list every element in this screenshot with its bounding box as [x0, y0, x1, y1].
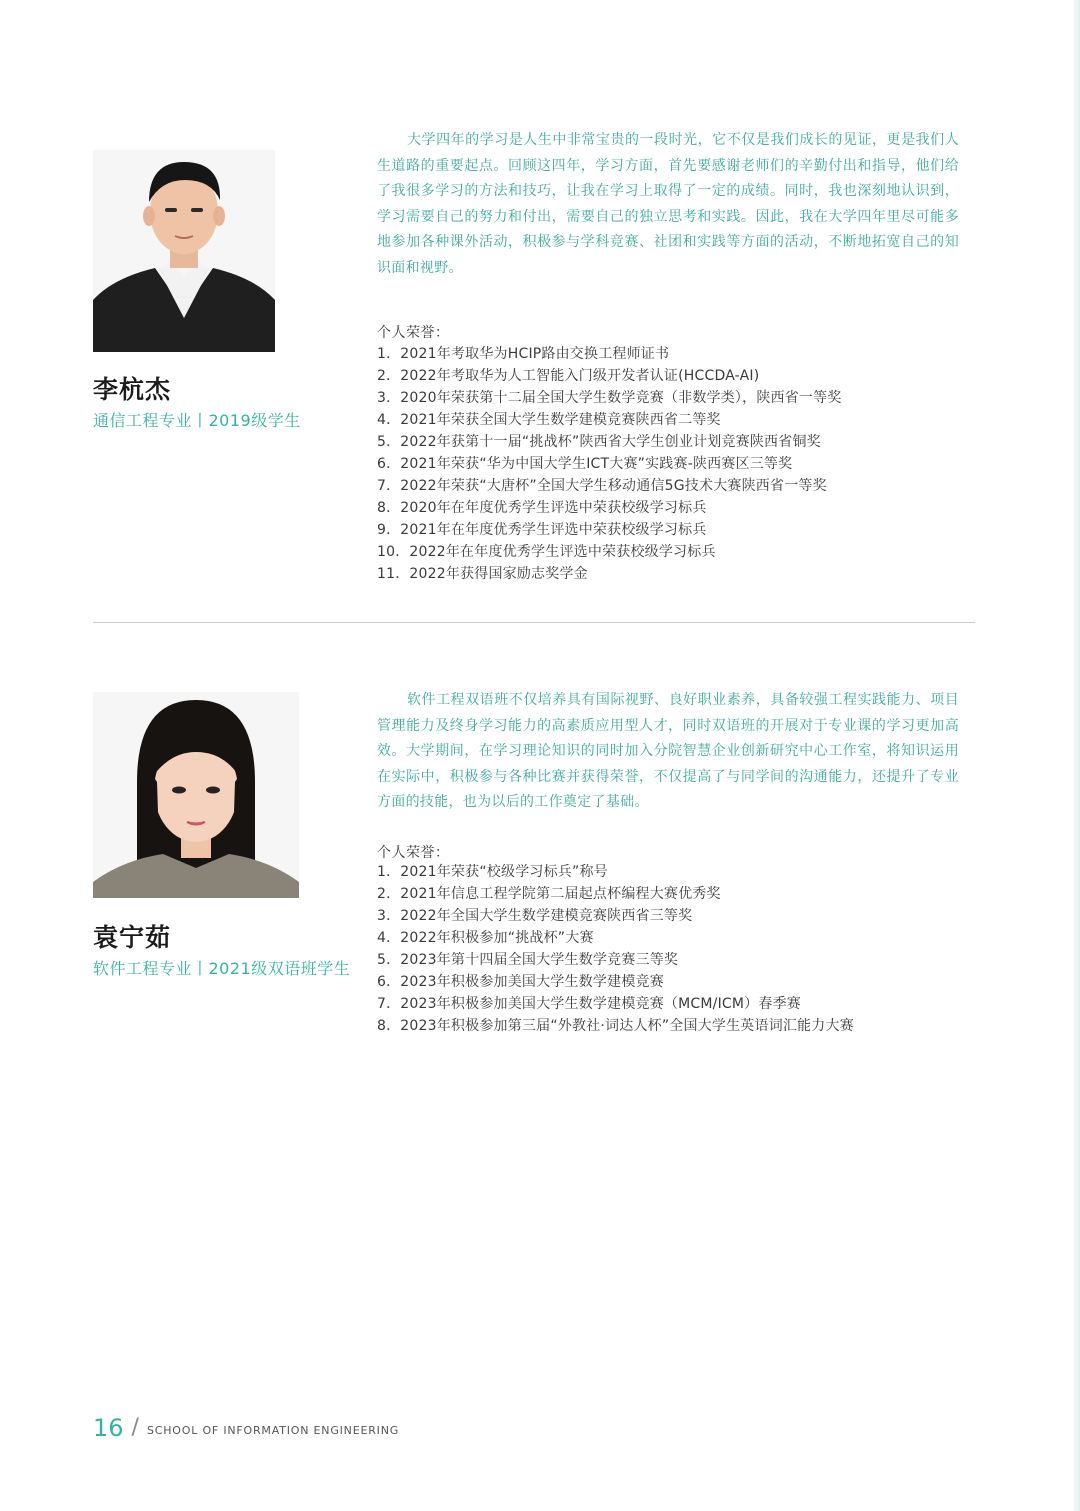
honor-item: 9．2021年在年度优秀学生评选中荣获校级学习标兵 [377, 522, 707, 538]
honor-item: 6．2021年荣获“华为中国大学生ICT大赛”实践赛-陕西赛区三等奖 [377, 456, 793, 472]
profile-name: 袁宁茹 [93, 923, 172, 952]
profile-name: 李杭杰 [93, 375, 172, 404]
profile-bio: 软件工程双语班不仅培养具有国际视野、良好职业素养，具备较强工程实践能力、项目管理能力及终身学习能力的高素质应用型人才，同时双语班的开展对于专业课的学习更加高效。大学期间，在学习理论知识的同时加入分院智慧企业创新研究中心工作室，将知识运用在实际中，积极参与各种比赛并获得荣誉，不仅提高了与同学间的沟通能力，还提升了专业方面的技能，也为以后的工作奠定了基础。 [377, 692, 959, 810]
honor-item: 1．2021年考取华为HCIP路由交换工程师证书 [377, 346, 670, 362]
page-number: 16 [93, 1414, 124, 1442]
footer-separator: / [131, 1415, 139, 1440]
honor-item: 5．2022年获第十一届“挑战杯”陕西省大学生创业计划竞赛陕西省铜奖 [377, 434, 821, 450]
portrait-illustration [93, 692, 299, 898]
honor-item: 11．2022年获得国家励志奖学金 [377, 566, 588, 582]
profile-photo-male [93, 150, 275, 352]
honors-title: 个人荣誉： [377, 845, 450, 861]
honor-item: 7．2022年荣获“大唐杯”全国大学生移动通信5G技术大赛陕西省一等奖 [377, 478, 827, 494]
profile-bio: 大学四年的学习是人生中非常宝贵的一段时光，它不仅是我们成长的见证，更是我们人生道路的重要起点。回顾这四年，学习方面，首先要感谢老师们的辛勤付出和指导，他们给了我很多学习的方法和技巧，让我在学习上取得了一定的成绩。同时，我也深刻地认识到，学习需要自己的努力和付出，需要自己的独立思考和实践。因此，我在大学四年里尽可能多地参加各种课外活动，积极参与学科竞赛、社团和实践等方面的活动，不断地拓宽自己的知识面和视野。 [377, 132, 959, 276]
honor-item: 8．2020年在年度优秀学生评选中荣获校级学习标兵 [377, 500, 707, 516]
honor-item: 4．2021年荣获全国大学生数学建模竞赛陕西省二等奖 [377, 412, 721, 428]
honors-list [377, 861, 854, 1037]
honor-item: 2．2021年信息工程学院第二届起点杯编程大赛优秀奖 [377, 886, 721, 902]
honor-item: 3．2020年荣获第十二届全国大学生数学竞赛（非数学类），陕西省一等奖 [377, 390, 842, 406]
honor-item: 2．2022年考取华为人工智能入门级开发者认证(HCCDA-AI) [377, 368, 760, 384]
page-edge-strip [1074, 0, 1080, 1511]
honor-item: 3．2022年全国大学生数学建模竞赛陕西省三等奖 [377, 908, 693, 924]
honor-item: 5．2023年第十四届全国大学生数学竞赛三等奖 [377, 952, 679, 968]
honor-item: 8．2023年积极参加第三届“外教社·词达人杯”全国大学生英语词汇能力大赛 [377, 1018, 854, 1034]
honor-item: 6．2023年积极参加美国大学生数学建模竞赛 [377, 974, 664, 990]
page-footer [93, 1411, 399, 1441]
portrait-illustration [93, 150, 275, 352]
honors-title: 个人荣誉： [377, 325, 450, 341]
profile-photo-female [93, 692, 299, 898]
profile-major: 通信工程专业丨2019级学生 [93, 411, 301, 430]
honor-item: 7．2023年积极参加美国大学生数学建模竞赛（MCM/ICM）春季赛 [377, 996, 801, 1012]
honor-item: 4．2022年积极参加“挑战杯”大赛 [377, 930, 594, 946]
school-name: SCHOOL OF INFORMATION ENGINEERING [146, 1424, 400, 1437]
honor-item: 10．2022年在年度优秀学生评选中荣获校级学习标兵 [377, 544, 716, 560]
profile-major: 软件工程专业丨2021级双语班学生 [93, 959, 351, 978]
honor-item: 1．2021年荣获“校级学习标兵”称号 [377, 864, 608, 880]
honors-list [377, 343, 842, 585]
section-divider [93, 622, 975, 623]
